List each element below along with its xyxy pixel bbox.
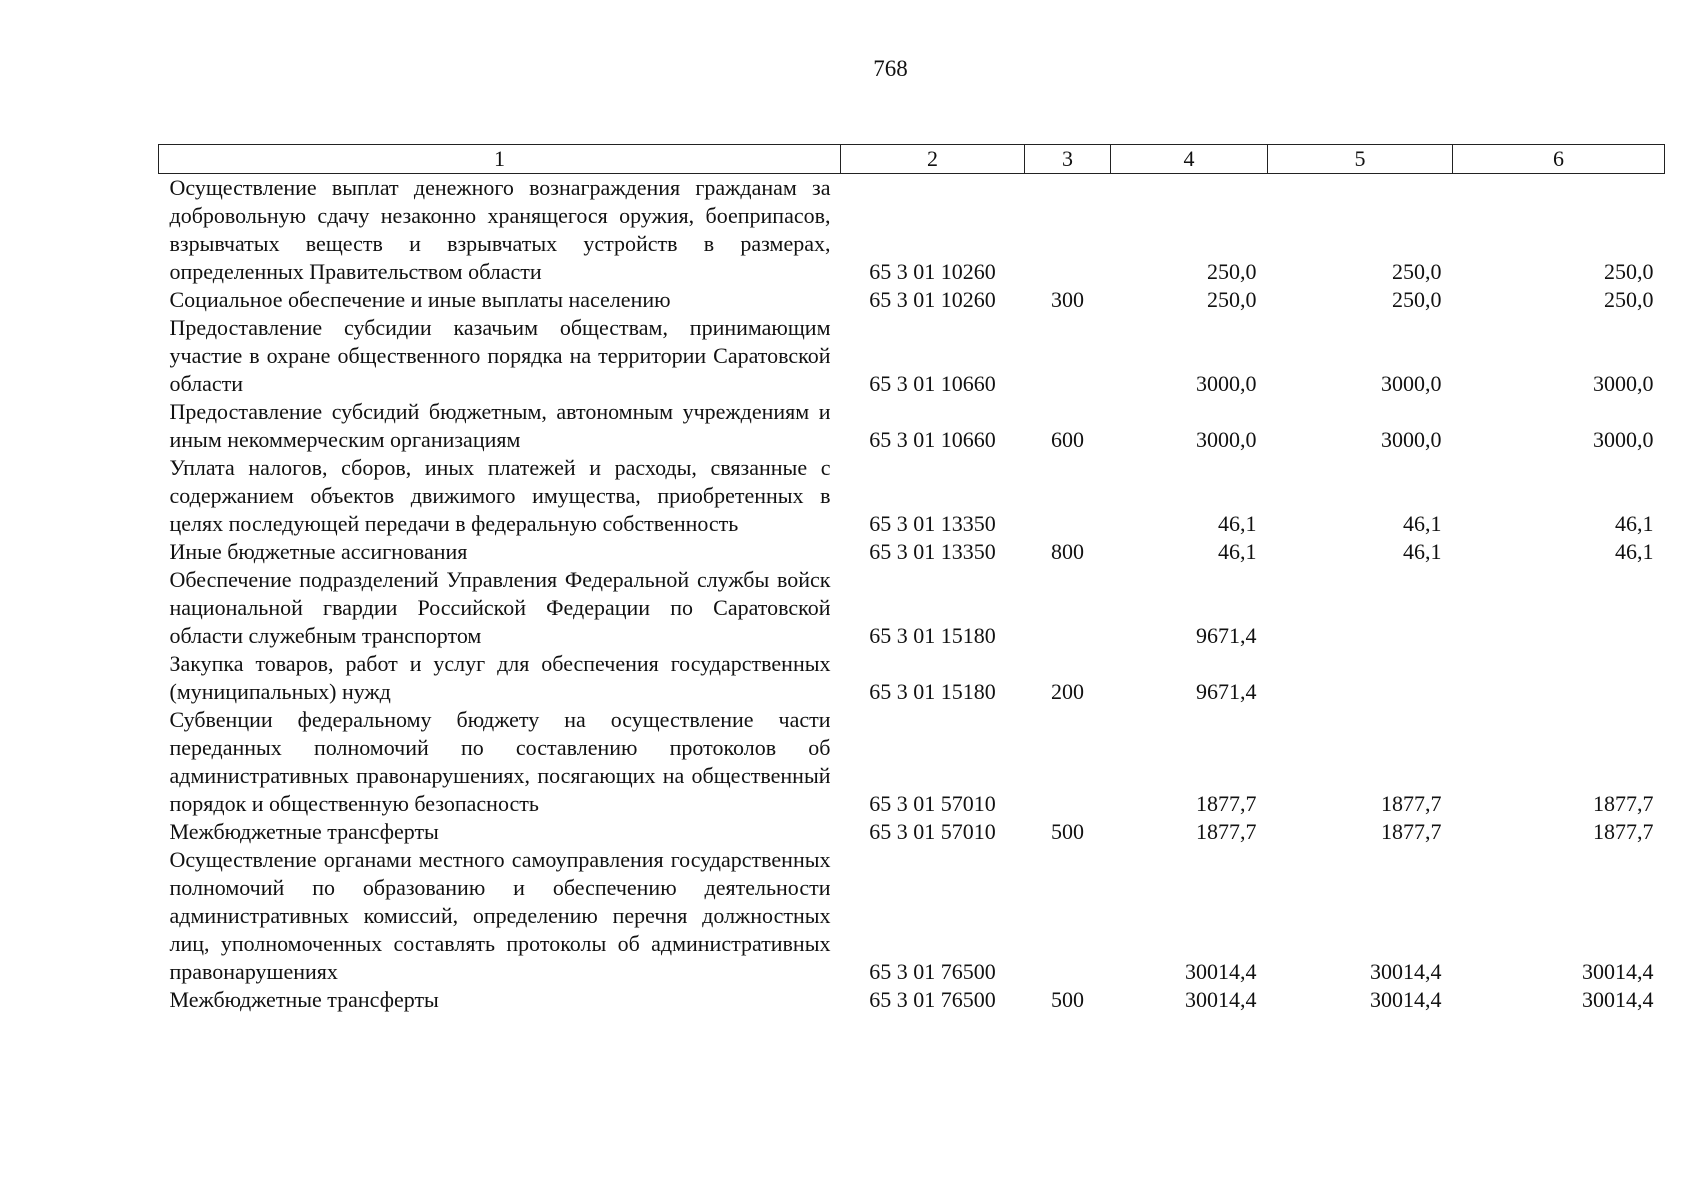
header-col-4: 4 (1111, 145, 1268, 174)
row-value-2: 3000,0 (1381, 371, 1442, 396)
row-value-1: 3000,0 (1196, 427, 1257, 452)
row-type (1025, 454, 1111, 538)
table-row (159, 706, 1665, 818)
row-type: 800 (1051, 539, 1084, 564)
row-value-2: 250,0 (1392, 287, 1442, 312)
row-value-3 (1453, 566, 1665, 650)
table-row (159, 286, 1665, 314)
row-value-3: 46,1 (1615, 539, 1654, 564)
table-row (159, 846, 1665, 986)
row-value-2: 30014,4 (1370, 959, 1442, 984)
row-type (1025, 846, 1111, 986)
row-value-2: 3000,0 (1381, 427, 1442, 452)
row-code: 65 3 01 15180 (869, 623, 996, 648)
row-value-2: 250,0 (1392, 259, 1442, 284)
header-col-6: 6 (1453, 145, 1665, 174)
table-row (159, 314, 1665, 398)
row-code: 65 3 01 13350 (869, 511, 996, 536)
row-code: 65 3 01 10260 (869, 287, 996, 312)
row-code: 65 3 01 10660 (869, 371, 996, 396)
row-value-1: 3000,0 (1196, 371, 1257, 396)
row-type: 600 (1051, 427, 1084, 452)
row-name: Социальное обеспечение и иные выплаты населению (169, 287, 671, 312)
row-value-2: 30014,4 (1370, 987, 1442, 1012)
row-code: 65 3 01 13350 (869, 539, 996, 564)
table-row (159, 174, 1665, 287)
row-name: Закупка товаров, работ и услуг для обеспечения государственных (муниципальных) нужд (169, 651, 831, 704)
row-value-3: 3000,0 (1593, 427, 1654, 452)
row-name: Обеспечение подразделений Управления Федеральной службы войск национальной гвардии Российской Федерации по Саратовской области служебным транспортом (169, 567, 831, 648)
row-name: Субвенции федеральному бюджету на осуществление части переданных полномочий по составлению протоколов об административных правонарушениях, посягающих на общественный порядок и общественную безопасность (169, 707, 831, 816)
row-code: 65 3 01 15180 (869, 679, 996, 704)
row-code: 65 3 01 10260 (869, 259, 996, 284)
row-value-1: 30014,4 (1185, 987, 1257, 1012)
row-value-2 (1268, 566, 1453, 650)
row-value-1: 9671,4 (1196, 679, 1257, 704)
row-value-3: 250,0 (1604, 287, 1654, 312)
row-code: 65 3 01 76500 (869, 959, 996, 984)
table-row (159, 566, 1665, 650)
row-name: Уплата налогов, сборов, иных платежей и расходы, связанные с содержанием объектов движимого имущества, приобретенных в целях последующей передачи в федеральную собственность (169, 455, 831, 536)
row-type (1025, 174, 1111, 287)
row-value-1: 1877,7 (1196, 819, 1257, 844)
row-value-2: 1877,7 (1381, 819, 1442, 844)
row-value-2: 46,1 (1403, 511, 1442, 536)
row-name: Межбюджетные трансферты (169, 819, 439, 844)
row-value-1: 1877,7 (1196, 791, 1257, 816)
row-name: Осуществление выплат денежного вознаграждения гражданам за добровольную сдачу незаконно хранящегося оружия, боеприпасов, взрывчатых веществ и взрывчатых устройств в размерах, определенных Правительством области (169, 175, 831, 284)
row-type (1025, 314, 1111, 398)
row-type (1025, 566, 1111, 650)
row-value-1: 250,0 (1207, 259, 1257, 284)
row-type (1025, 706, 1111, 818)
row-name: Осуществление органами местного самоуправления государственных полномочий по образованию и обеспечению деятельности административных комиссий, определению перечня должностных лиц, уполномоченных составлять протоколы об административных правонарушениях (169, 847, 831, 984)
row-value-3: 30014,4 (1582, 959, 1654, 984)
table-row (159, 398, 1665, 454)
row-type: 500 (1051, 987, 1084, 1012)
row-type: 500 (1051, 819, 1084, 844)
budget-table (158, 144, 1665, 1014)
row-value-1: 9671,4 (1196, 623, 1257, 648)
row-value-3: 46,1 (1615, 511, 1654, 536)
row-value-1: 250,0 (1207, 287, 1257, 312)
row-value-2: 1877,7 (1381, 791, 1442, 816)
row-value-3: 250,0 (1604, 259, 1654, 284)
row-value-1: 46,1 (1218, 539, 1257, 564)
row-code: 65 3 01 57010 (869, 819, 996, 844)
row-value-1: 30014,4 (1185, 959, 1257, 984)
header-col-3: 3 (1025, 145, 1111, 174)
table-row (159, 650, 1665, 706)
table-row (159, 538, 1665, 566)
row-type: 200 (1051, 679, 1084, 704)
header-row (159, 145, 1665, 174)
table-row (159, 454, 1665, 538)
row-name: Предоставление субсидий бюджетным, автономным учреждениям и иным некоммерческим организациям (169, 399, 831, 452)
header-col-5: 5 (1268, 145, 1453, 174)
row-value-3: 30014,4 (1582, 987, 1654, 1012)
row-code: 65 3 01 57010 (869, 791, 996, 816)
row-name: Иные бюджетные ассигнования (169, 539, 468, 564)
header-col-2: 2 (841, 145, 1025, 174)
row-value-3: 3000,0 (1593, 371, 1654, 396)
row-value-2: 46,1 (1403, 539, 1442, 564)
row-name: Межбюджетные трансферты (169, 987, 439, 1012)
row-value-3 (1453, 650, 1665, 706)
header-col-1: 1 (159, 145, 841, 174)
row-value-2 (1268, 650, 1453, 706)
row-code: 65 3 01 10660 (869, 427, 996, 452)
row-value-3: 1877,7 (1593, 819, 1654, 844)
row-name: Предоставление субсидии казачьим обществам, принимающим участие в охране общественного порядка на территории Саратовской области (169, 315, 831, 396)
page-number: 768 (873, 56, 908, 81)
row-value-1: 46,1 (1218, 511, 1257, 536)
table-row (159, 986, 1665, 1014)
table-row (159, 818, 1665, 846)
row-code: 65 3 01 76500 (869, 987, 996, 1012)
row-value-3: 1877,7 (1593, 791, 1654, 816)
row-type: 300 (1051, 287, 1084, 312)
